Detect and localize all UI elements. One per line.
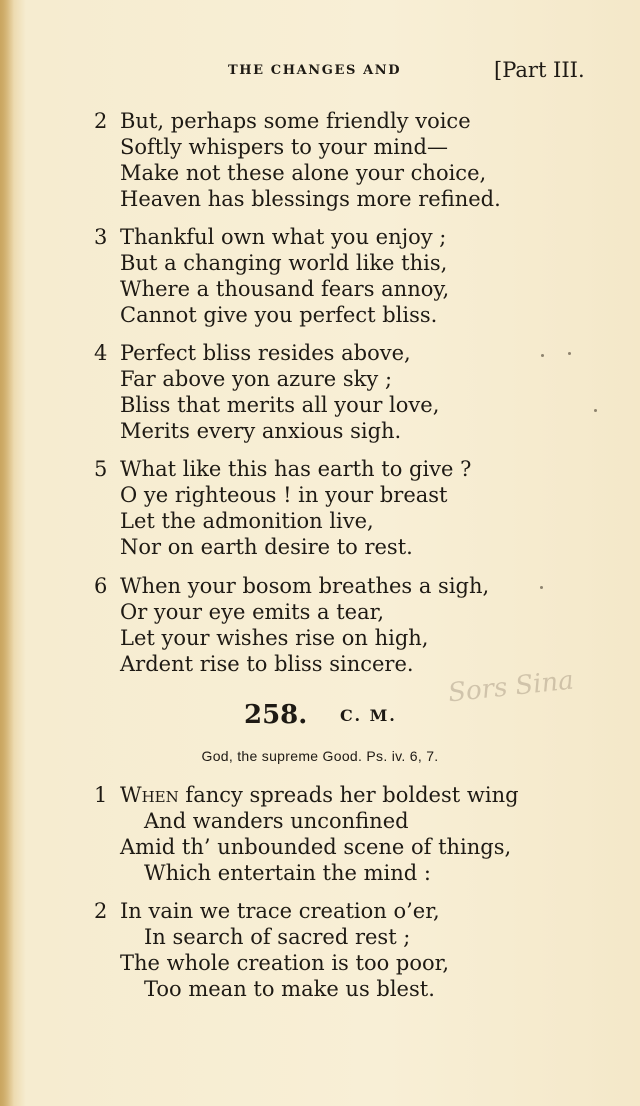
stray-mark: [540, 586, 543, 589]
verse-line: In search of sacred rest ;: [144, 925, 411, 949]
verse-line: Too mean to make us blest.: [144, 977, 435, 1001]
verse-line: Perfect bliss resides above,: [120, 341, 411, 365]
stray-mark: [594, 409, 597, 412]
page-header: [0, 58, 640, 88]
pencil-annotation: Sors Sina: [446, 665, 576, 709]
verse-line: O ye righteous ! in your breast: [120, 483, 448, 507]
verse-line: Cannot give you perfect bliss.: [120, 303, 438, 327]
verse-line: Heaven has blessings more refined.: [120, 187, 501, 211]
running-head: THE CHANGES AND: [228, 63, 402, 78]
verse-line: When your bosom breathes a sigh,: [120, 574, 490, 598]
verse-line: The whole creation is too poor,: [120, 951, 450, 975]
hymn-number: 258.: [244, 700, 308, 730]
verse-line: And wanders unconfined: [144, 809, 409, 833]
verse-line: Where a thousand fears annoy,: [120, 277, 450, 301]
page-binding-shadow: [0, 0, 14, 1106]
hymn-heading: [0, 700, 640, 732]
verse-line: Or your eye emits a tear,: [120, 600, 385, 624]
verse-line: Which entertain the mind :: [144, 861, 431, 885]
first-word: When: [120, 783, 179, 807]
verse-line: Let the admonition live,: [120, 509, 374, 533]
verse-line: Merits every anxious sigh.: [120, 419, 402, 443]
verse-line: Ardent rise to bliss sincere.: [120, 652, 414, 676]
verse-number: 4: [94, 341, 108, 365]
verse-line: Make not these alone your choice,: [120, 161, 487, 185]
verse-line: What like this has earth to give ?: [120, 457, 472, 481]
verse-line: In vain we trace creation o’er,: [120, 899, 440, 923]
verse-number: 6: [94, 574, 108, 598]
verse-line: [120, 782, 519, 808]
hymn-title: God, the supreme Good. Ps. iv. 6, 7.: [201, 748, 439, 764]
verse-line: Nor on earth desire to rest.: [120, 535, 413, 559]
verse-number: 3: [94, 225, 108, 249]
verse-number: 2: [94, 899, 108, 923]
verse-line: Softly whispers to your mind—: [120, 135, 448, 159]
stray-mark: [541, 354, 544, 357]
verse-number: 1: [94, 783, 108, 807]
part-label: [Part III.: [494, 58, 585, 82]
verse-line: Let your wishes rise on high,: [120, 626, 429, 650]
verse-line: Amid th’ unbounded scene of things,: [120, 835, 512, 859]
first-line-rest: fancy spreads her boldest wing: [178, 783, 519, 807]
stray-mark: [568, 352, 571, 355]
verse-line: Bliss that merits all your love,: [120, 393, 440, 417]
verse-line: Thankful own what you enjoy ;: [120, 225, 447, 249]
verse-number: 2: [94, 109, 108, 133]
verse-number: 5: [94, 457, 108, 481]
verse-line: But, perhaps some friendly voice: [120, 109, 471, 133]
verse-line: But a changing world like this,: [120, 251, 448, 275]
hymn-meter: C. M.: [340, 706, 397, 725]
verse-line: Far above yon azure sky ;: [120, 367, 393, 391]
